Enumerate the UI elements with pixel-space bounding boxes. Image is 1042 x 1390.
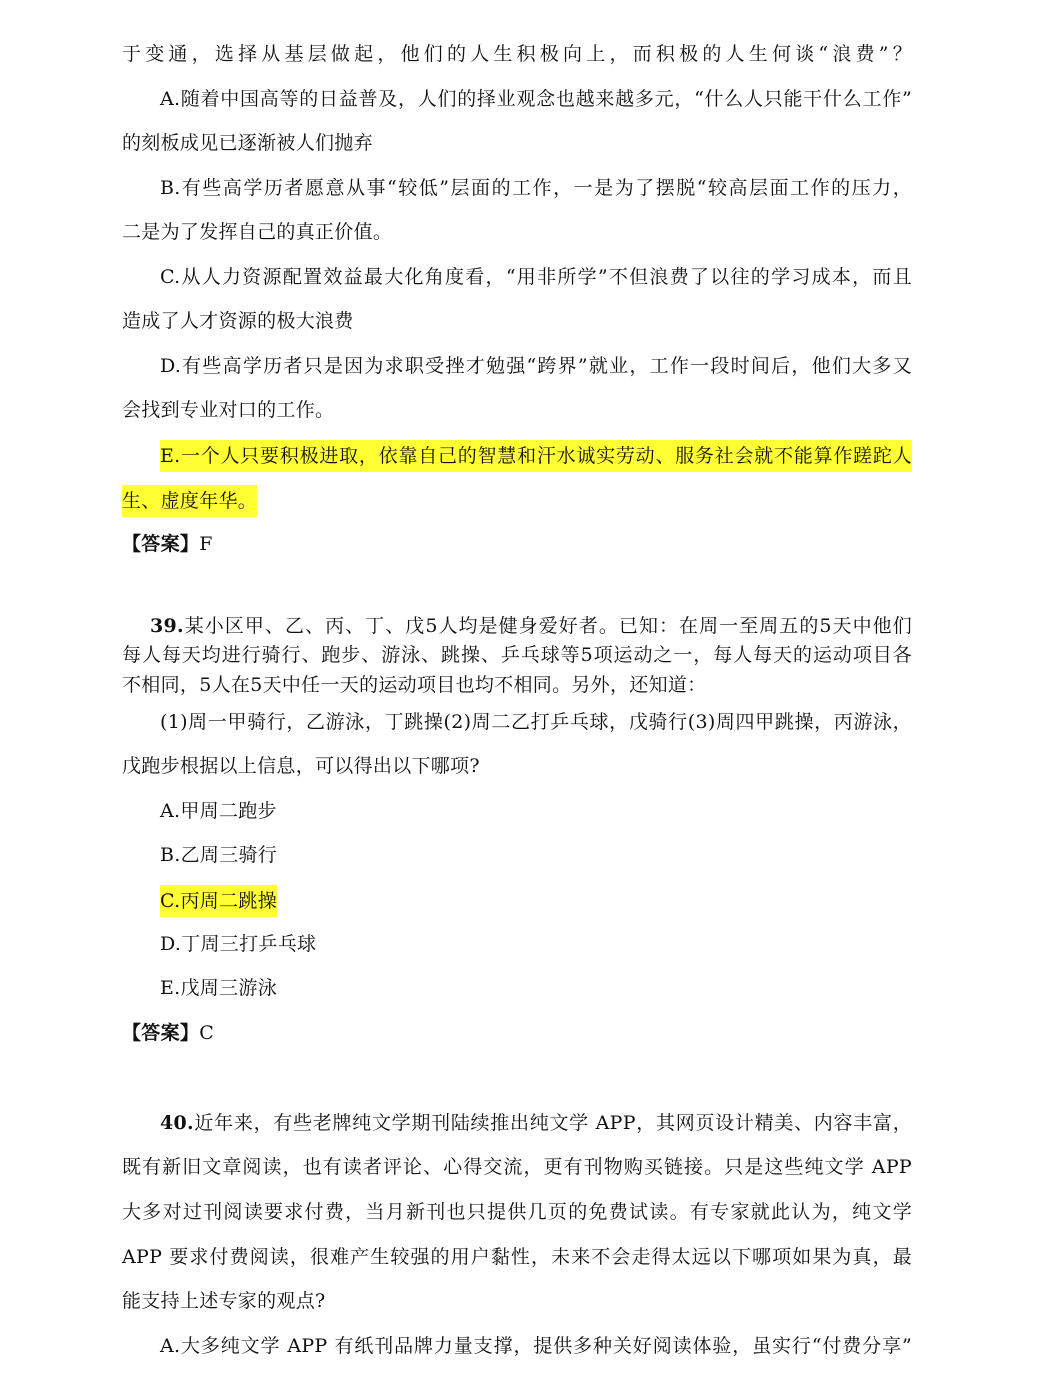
q39-stem-cont-2: 不相同，5人在5天中任一天的运动项目也均不相同。另外，还知道： [122,674,707,696]
q38-answer [122,530,213,558]
question-number: 39. [150,615,184,637]
q39-option-b: B.乙周三骑行 [160,844,278,866]
q40-stem-cont-1: 既有新旧文章阅读，也有读者评论、心得交流，更有刊物购买链接。只是这些纯文学 APP [122,1156,912,1178]
answer-value: F [199,533,213,555]
q40-stem-cont-4: 能支持上述专家的观点? [122,1290,326,1312]
q39-stem-cont-1: 每人每天均进行骑行、跑步、游泳、跳操、乒乓球等5项运动之一，每人每天的运动项目各 [122,644,912,666]
q38-option-d-cont: 会找到专业对口的工作。 [122,399,335,421]
q40-stem-cont-3: APP 要求付费阅读，很难产生较强的用户黏性，未来不会走得太远以下哪项如果为真，最 [122,1246,912,1268]
q38-option-c: C.从人力资源配置效益最大化角度看，“用非所学”不但浪费了以往的学习成本，而且 [160,266,912,288]
q40-stem-cont-2: 大多对过刊阅读要求付费，当月新刊也只提供几页的免费试读。有专家就此认为，纯文学 [122,1201,912,1223]
q39-stem [150,612,912,640]
answer-label: 【答案】 [122,533,200,555]
q38-option-b-cont: 二是为了发挥自己的真正价值。 [122,221,393,243]
q39-option-c-highlighted: C.丙周二跳操 [160,885,277,917]
q38-tail: 于变通，选择从基层做起，他们的人生积极向上，而积极的人生何谈“浪费”？ [122,43,912,65]
question-number: 40. [160,1112,194,1134]
q38-option-a-cont: 的刻板成见已逐渐被人们抛弃 [122,132,373,154]
q39-option-a: A.甲周二跑步 [160,800,277,822]
q38-option-e-highlighted-cont: 生、虚度年华。 [122,485,257,517]
answer-value: C [199,1022,215,1044]
q39-conditions-cont: 戊跑步根据以上信息，可以得出以下哪项? [122,755,480,777]
q39-option-e: E.戊周三游泳 [160,977,278,999]
q38-option-b: B.有些高学历者愿意从事“较低”层面的工作，一是为了摆脱“较高层面工作的压力， [160,177,912,199]
q38-option-a: A.随着中国高等的日益普及，人们的择业观念也越来越多元，“什么人只能干什么工作” [160,88,912,110]
q38-option-e-highlighted: E.一个人只要积极进取，依靠自己的智慧和汗水诚实劳动、服务社会就不能算作蹉跎人 [160,440,912,472]
q39-answer [122,1019,214,1047]
q39-conditions: (1)周一甲骑行，乙游泳，丁跳操(2)周二乙打乒乓球，戊骑行(3)周四甲跳操，丙游泳， [160,711,912,733]
q40-stem-text: 近年来，有些老牌纯文学期刊陆续推出纯文学 APP，其网页设计精美、内容丰富， [193,1112,912,1134]
q39-option-d: D.丁周三打乒乓球 [160,933,317,955]
q38-option-c-cont: 造成了人才资源的极大浪费 [122,310,354,332]
q38-option-d: D.有些高学历者只是因为求职受挫才勉强“跨界”就业，工作一段时间后，他们大多又 [160,355,912,377]
q40-option-a: A.大多纯文学 APP 有纸刊品牌力量支撑，提供多种关好阅读体验，虽实行“付费分享” [160,1335,912,1357]
answer-label: 【答案】 [122,1022,200,1044]
q40-stem [160,1109,912,1137]
q39-stem-text: 某小区甲、乙、丙、丁、戊5人均是健身爱好者。已知：在周一至周五的5天中他们 [183,615,912,637]
